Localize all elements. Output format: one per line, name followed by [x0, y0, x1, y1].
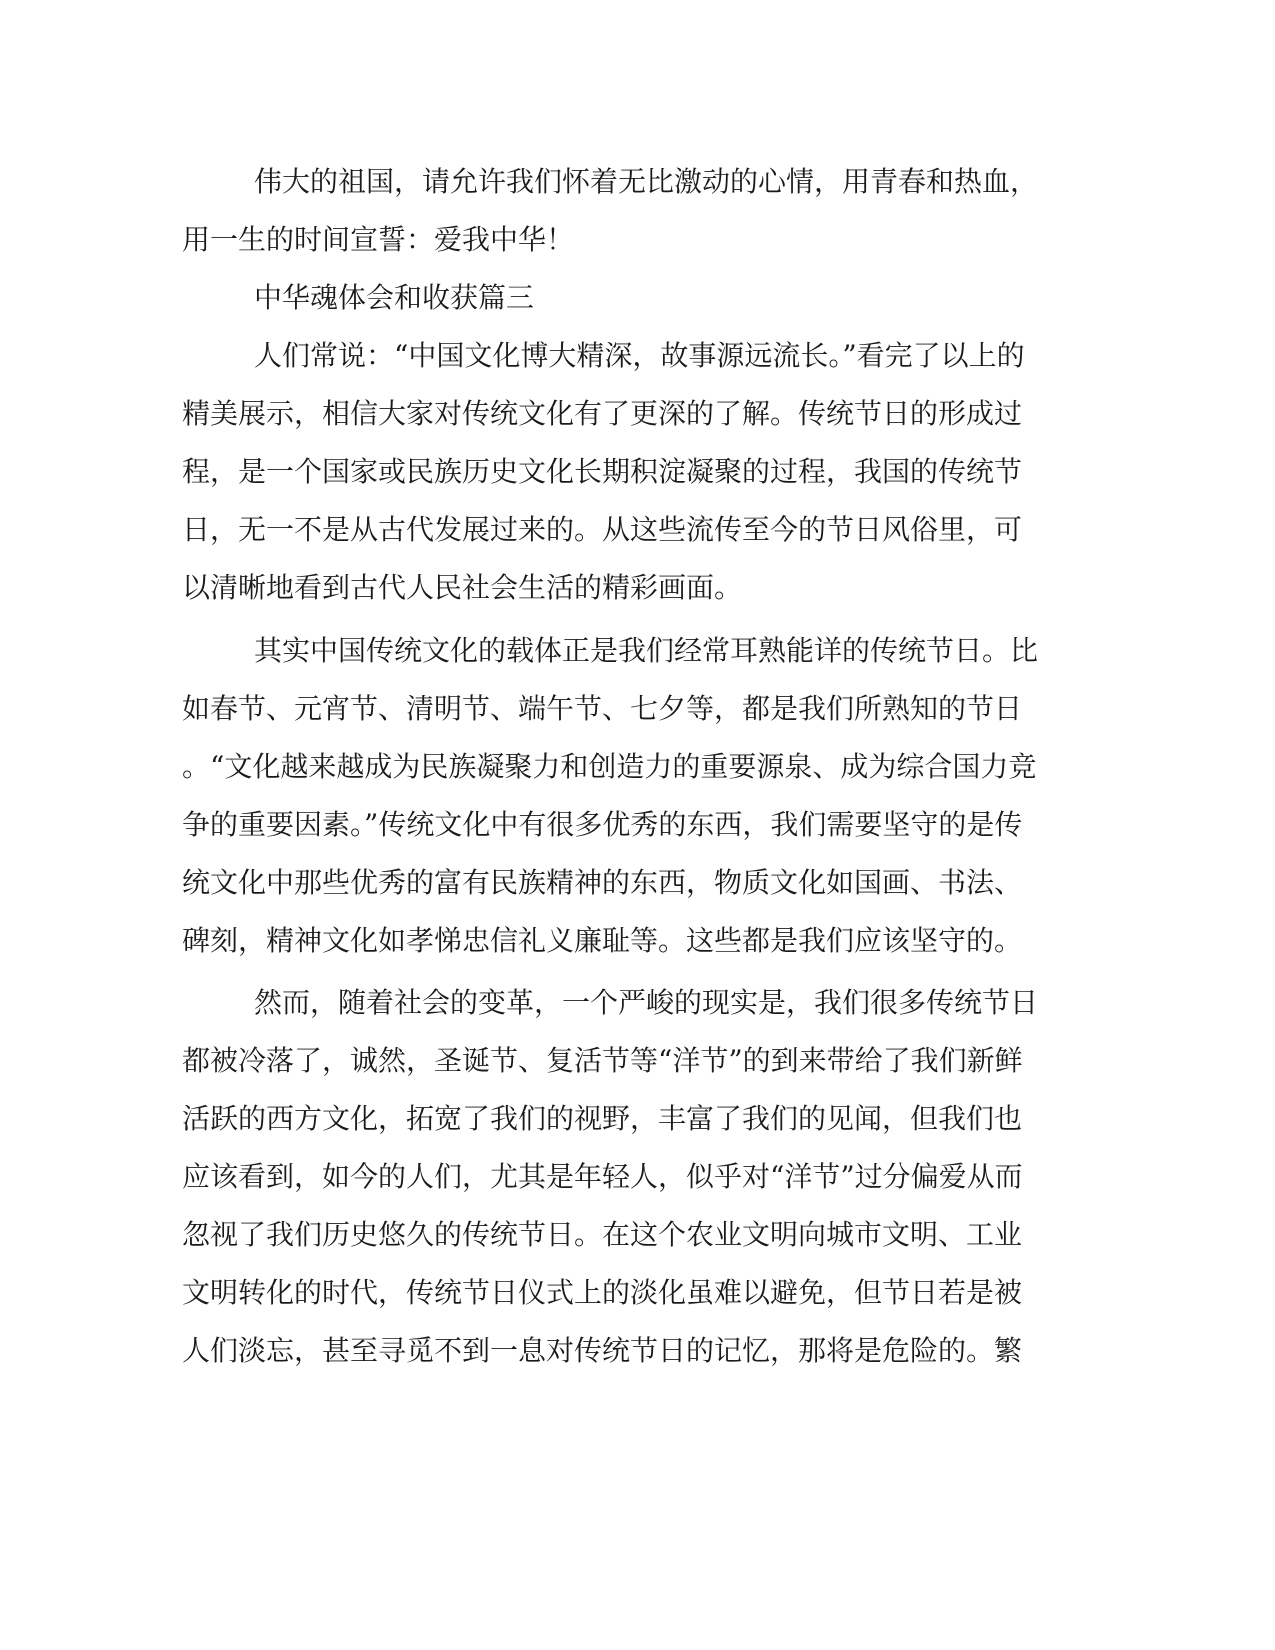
text-line: 人们常说：“中国文化博大精深，故事源远流长。”看完了以上的	[254, 339, 1025, 372]
text-line: 文明转化的时代，传统节日仪式上的淡化虽难以避免，但节日若是被	[182, 1276, 1023, 1309]
text-line: 统文化中那些优秀的富有民族精神的东西，物质文化如国画、书法、	[182, 866, 1023, 899]
text-line: 然而，随着社会的变革，一个严峻的现实是，我们很多传统节日	[254, 986, 1039, 1019]
text-line: 如春节、元宵节、清明节、端午节、七夕等，都是我们所熟知的节日	[182, 692, 1023, 725]
text-line: 伟大的祖国，请允许我们怀着无比激动的心情，用青春和热血，	[254, 165, 1039, 198]
text-line: 争的重要因素。”传统文化中有很多优秀的东西，我们需要坚守的是传	[182, 808, 1023, 841]
text-line: 用一生的时间宣誓：爱我中华！	[182, 223, 575, 256]
text-line: 活跃的西方文化，拓宽了我们的视野，丰富了我们的见闻，但我们也	[182, 1102, 1023, 1135]
text-line: 人们淡忘，甚至寻觅不到一息对传统节日的记忆，那将是危险的。繁	[182, 1334, 1023, 1367]
section-heading: 中华魂体会和收获篇三	[254, 281, 535, 314]
text-line: 精美展示，相信大家对传统文化有了更深的了解。传统节日的形成过	[182, 397, 1023, 430]
text-line: 日，无一不是从古代发展过来的。从这些流传至今的节日风俗里，可	[182, 513, 1023, 546]
text-line: 忽视了我们历史悠久的传统节日。在这个农业文明向城市文明、工业	[182, 1218, 1023, 1251]
text-line: 应该看到，如今的人们，尤其是年轻人，似乎对“洋节”过分偏爱从而	[182, 1160, 1023, 1193]
text-line: 程，是一个国家或民族历史文化长期积淀凝聚的过程，我国的传统节	[182, 455, 1023, 488]
text-line: 以清晰地看到古代人民社会生活的精彩画面。	[182, 571, 743, 604]
text-line: 其实中国传统文化的载体正是我们经常耳熟能详的传统节日。比	[254, 634, 1039, 667]
text-line: 碑刻，精神文化如孝悌忠信礼义廉耻等。这些都是我们应该坚守的。	[182, 924, 1023, 957]
text-line: 。“文化越来越成为民族凝聚力和创造力的重要源泉、成为综合国力竞	[182, 750, 1037, 783]
text-line: 都被冷落了，诚然，圣诞节、复活节等“洋节”的到来带给了我们新鲜	[182, 1044, 1023, 1077]
